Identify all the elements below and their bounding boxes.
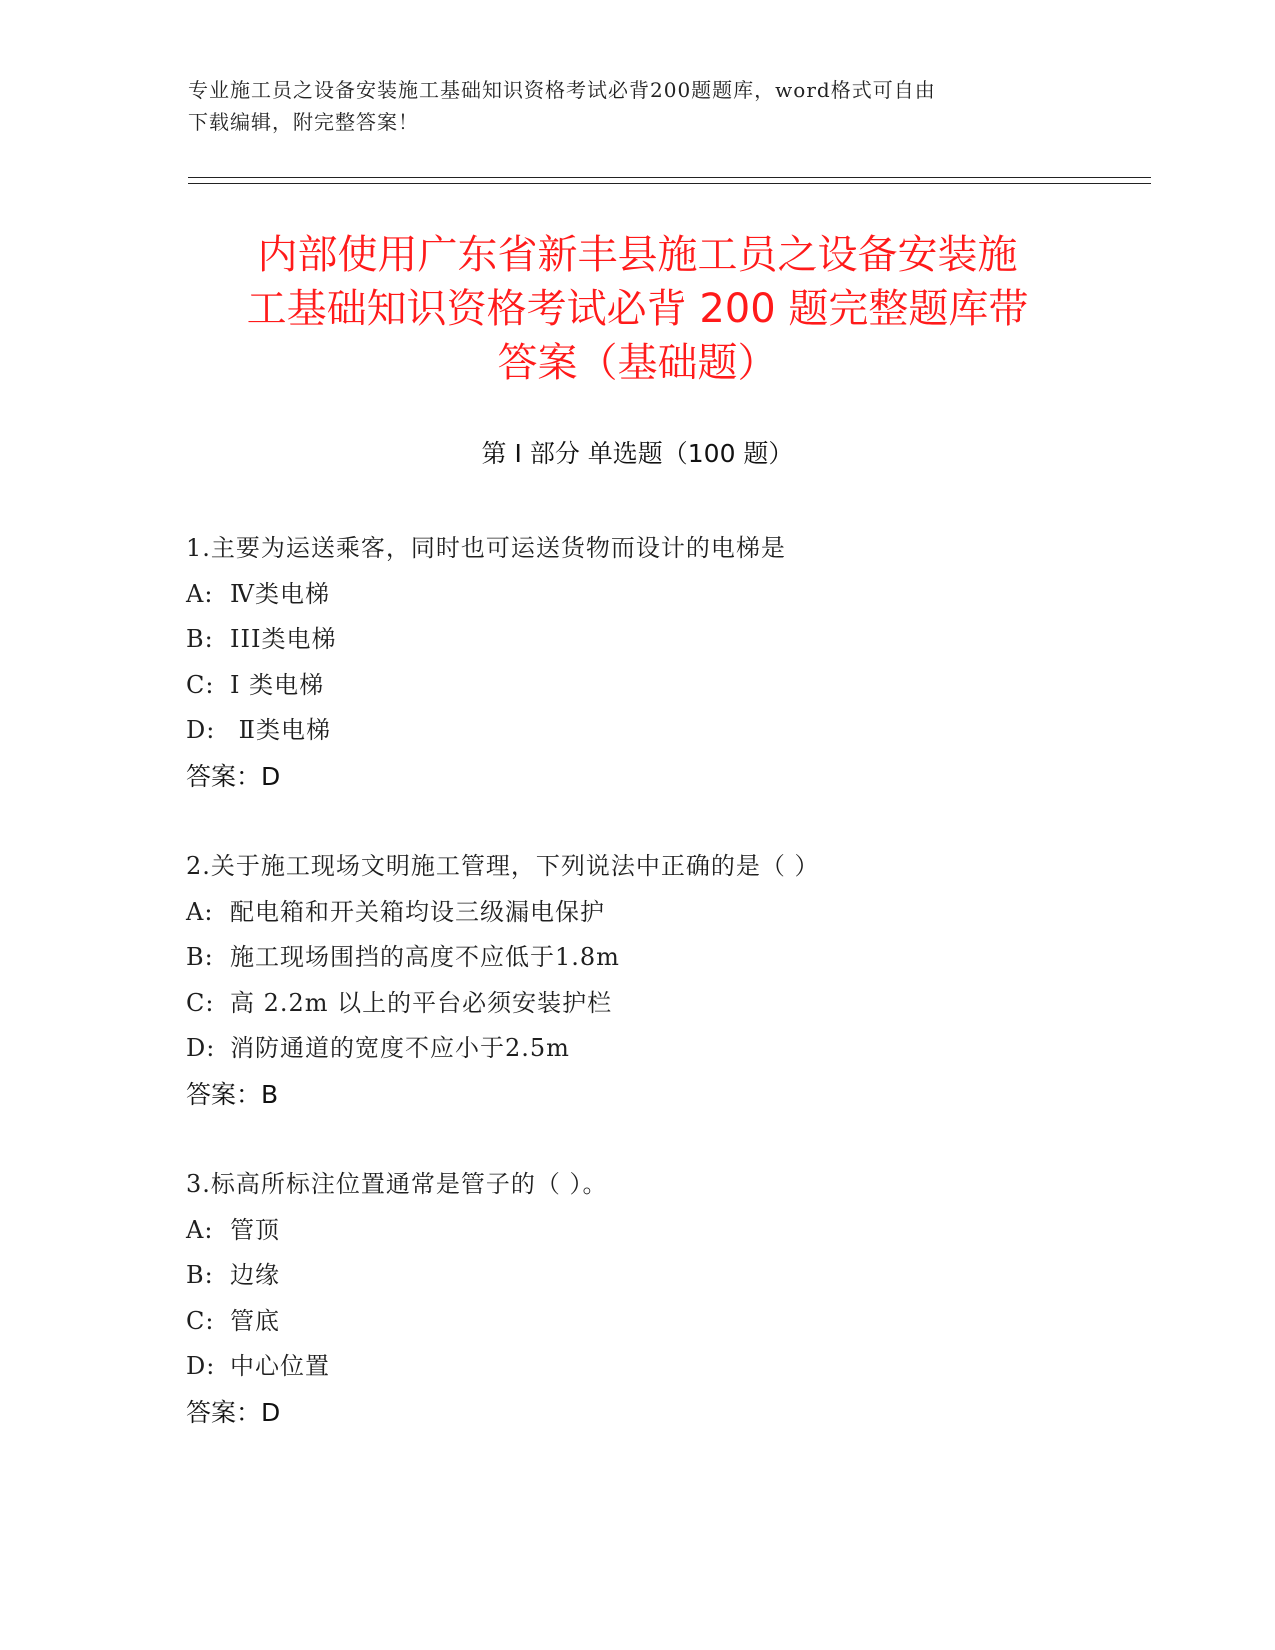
option-key: B: [186, 943, 214, 971]
option-key: C: [186, 988, 215, 1017]
option-key: B: [186, 1261, 214, 1289]
question-stem: 2.关于施工现场文明施工管理，下列说法中正确的是（ ） [186, 852, 820, 880]
document-title-line-3: 答案（基础题） [497, 340, 778, 386]
option-text: I 类电梯 [230, 670, 325, 699]
option-b [186, 1253, 1146, 1299]
option-text: 管底 [230, 1306, 280, 1335]
answer-line: 答案：B [186, 1079, 279, 1109]
option-text: 中心位置 [230, 1352, 330, 1380]
option-a [186, 890, 1146, 936]
question-stem: 3.标高所标注位置通常是管子的（ ）。 [186, 1170, 608, 1198]
option-key: D: [186, 1352, 216, 1380]
option-d [186, 1344, 1146, 1390]
option-key: C: [186, 670, 215, 699]
option-text: Ⅱ类电梯 [230, 716, 331, 744]
option-key: B: [186, 625, 214, 653]
header-note-line-1: 专业施工员之设备安装施工基础知识资格考试必背200题题库，word格式可自由 [188, 78, 936, 102]
option-text: 高 2.2m 以上的平台必须安装护栏 [230, 988, 613, 1017]
option-b [186, 935, 1146, 981]
option-text: 配电箱和开关箱均设三级漏电保护 [230, 897, 605, 926]
question-3 [186, 1162, 1146, 1435]
answer-line: 答案：D [186, 761, 281, 791]
header-divider-bottom [188, 183, 1151, 184]
option-c [186, 663, 1146, 709]
header-divider-top [188, 177, 1151, 178]
document-title-line-2: 工基础知识资格考试必背 200 题完整题库带 [246, 286, 1029, 332]
option-d [186, 1026, 1146, 1072]
answer-line: 答案：D [186, 1397, 281, 1427]
question-stem: 1.主要为运送乘客，同时也可运送货物而设计的电梯是 [186, 534, 786, 562]
option-key: D: [186, 716, 216, 744]
option-text: 施工现场围挡的高度不应低于1.8m [230, 943, 620, 971]
option-a [186, 572, 1146, 618]
option-text: Ⅳ类电梯 [230, 579, 330, 608]
document-title-line-1: 内部使用广东省新丰县施工员之设备安装施 [257, 232, 1018, 278]
option-key: A: [186, 897, 214, 926]
option-text: III类电梯 [230, 625, 337, 653]
option-text: 边缘 [230, 1261, 280, 1289]
option-b [186, 617, 1146, 663]
option-text: 消防通道的宽度不应小于2.5m [230, 1034, 570, 1062]
question-1 [186, 526, 1146, 799]
question-2 [186, 844, 1146, 1117]
option-text: 管顶 [230, 1215, 280, 1244]
option-d [186, 708, 1146, 754]
header-note-line-2: 下载编辑，附完整答案！ [188, 110, 419, 134]
option-key: D: [186, 1034, 216, 1062]
option-a [186, 1208, 1146, 1254]
document-title [160, 228, 1115, 390]
option-key: C: [186, 1306, 215, 1335]
option-key: A: [186, 579, 214, 608]
option-c [186, 981, 1146, 1027]
document-header-note [188, 74, 1088, 138]
section-title: 第 I 部分 单选题（100 题） [481, 439, 794, 468]
option-c [186, 1299, 1146, 1345]
option-key: A: [186, 1215, 214, 1244]
